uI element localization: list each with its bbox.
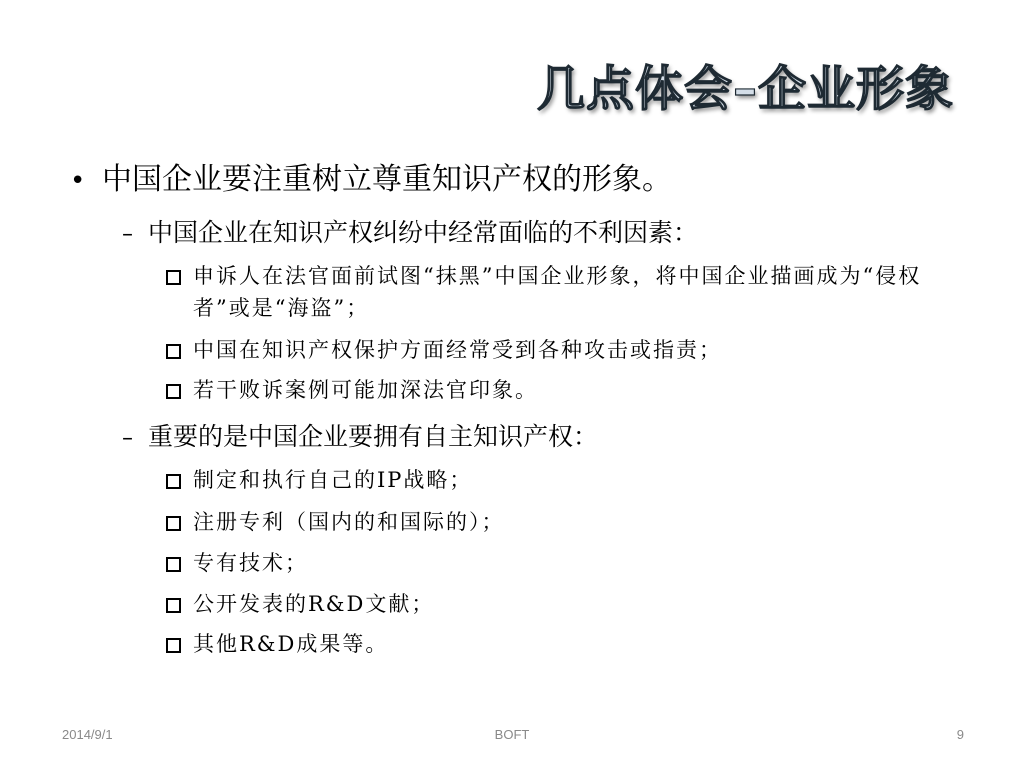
list-item-text: 若干败诉案例可能加深法官印象。 bbox=[193, 378, 538, 402]
bullet-icon: • bbox=[70, 166, 86, 196]
square-bullet-icon bbox=[166, 474, 181, 489]
slide-title: 几点体会–企业形象 bbox=[536, 61, 954, 117]
list-item bbox=[166, 374, 966, 406]
square-bullet-icon bbox=[166, 270, 181, 285]
square-bullet-icon bbox=[166, 638, 181, 653]
list-item bbox=[166, 464, 966, 496]
list-item-text: 公开发表的R&D文献； bbox=[193, 592, 435, 616]
square-bullet-icon bbox=[166, 557, 181, 572]
square-bullet-icon bbox=[166, 598, 181, 613]
dash-icon: – bbox=[122, 426, 133, 451]
list-item bbox=[166, 334, 966, 366]
slide-number: 9 bbox=[956, 727, 964, 742]
section-heading-text: 中国企业在知识产权纠纷中经常面临的不利因素： bbox=[148, 218, 699, 247]
list-item bbox=[166, 506, 966, 538]
square-bullet-icon bbox=[166, 344, 181, 359]
list-item bbox=[166, 588, 966, 620]
list-item bbox=[166, 260, 966, 324]
section-heading bbox=[122, 420, 962, 456]
main-bullet bbox=[70, 160, 970, 201]
list-item-text: 中国在知识产权保护方面经常受到各种攻击或指责； bbox=[193, 338, 722, 362]
list-item-text: 制定和执行自己的IP战略； bbox=[193, 468, 473, 492]
square-bullet-icon bbox=[166, 516, 181, 531]
list-item-text: 专有技术； bbox=[193, 551, 308, 575]
dash-icon: – bbox=[122, 222, 133, 247]
square-bullet-icon bbox=[166, 384, 181, 399]
footer-center: BOFT bbox=[494, 727, 530, 742]
section-heading bbox=[122, 216, 962, 252]
list-item bbox=[166, 628, 966, 660]
list-item-text: 其他R&D成果等。 bbox=[193, 632, 389, 656]
main-bullet-text: 中国企业要注重树立尊重知识产权的形象。 bbox=[102, 162, 672, 197]
list-item-text: 申诉人在法官面前试图“抹黑”中国企业形象，将中国企业描画成为“侵权者”或是“海盗”； bbox=[193, 264, 922, 320]
list-item bbox=[166, 547, 966, 579]
list-item-text: 注册专利（国内的和国际的）； bbox=[193, 510, 505, 534]
footer-date: 2014/9/1 bbox=[62, 727, 113, 742]
section-heading-text: 重要的是中国企业要拥有自主知识产权： bbox=[148, 422, 599, 451]
